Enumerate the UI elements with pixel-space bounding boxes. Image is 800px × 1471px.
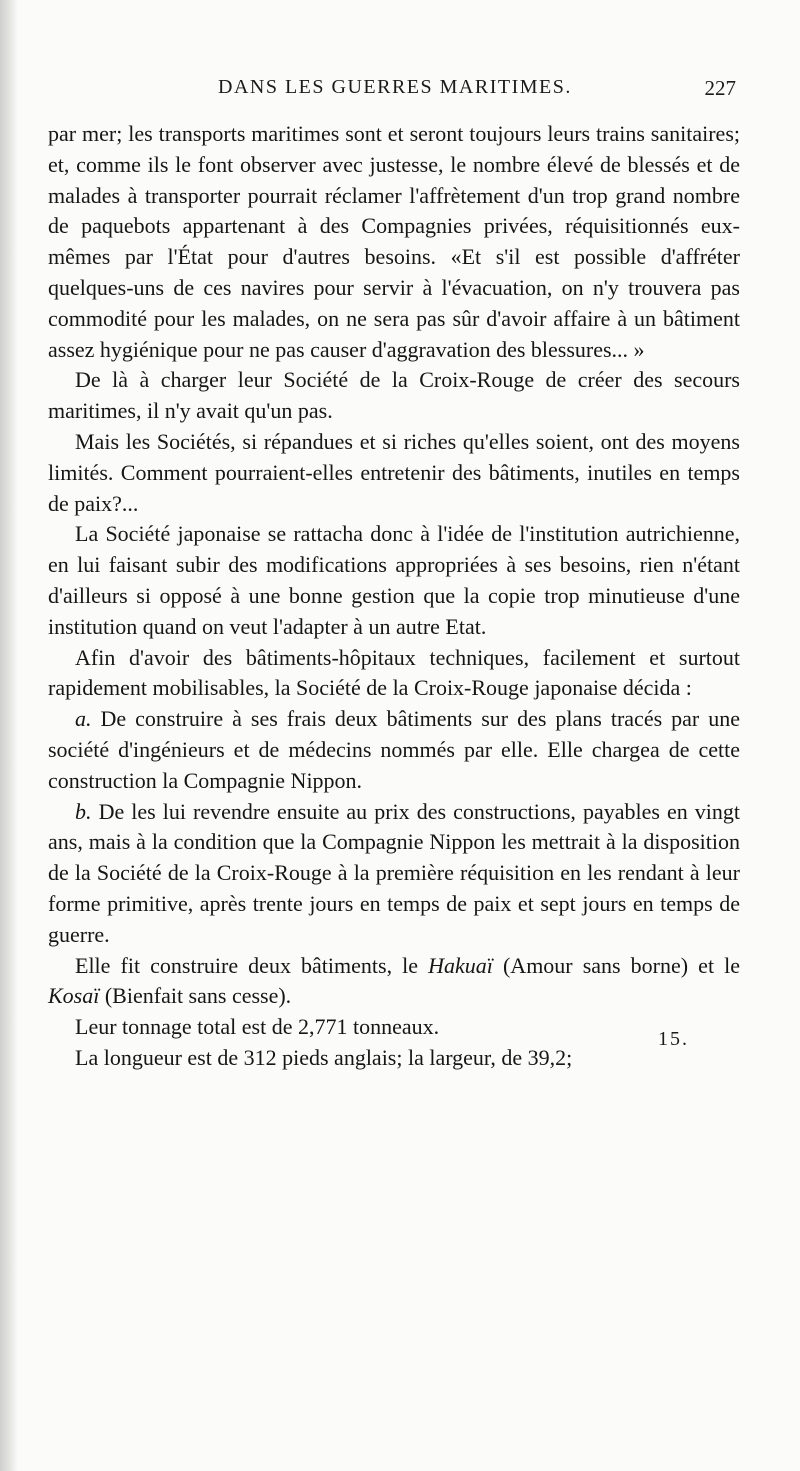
paragraph: Afin d'avoir des bâtiments-hôpitaux techniques, facilement et surtout rapidement mobilisables, la Société de la Croix-Rouge japonaise décida : bbox=[48, 644, 740, 701]
list-item-text: De les lui revendre ensuite au prix des constructions, payables en vingt ans, mais à la condition que la Compagnie Nippon les mettrait à la disposition de la Société de la Croix-Rouge à la première réquisition en les rendant à leur forme primitive, après trente jours en temps de paix et sept jours en temps de guerre. bbox=[48, 798, 740, 947]
page-number: 227 bbox=[704, 76, 736, 100]
list-marker-a: a. bbox=[75, 706, 92, 732]
ship-name: Kosaï bbox=[48, 983, 100, 1009]
running-title: DANS LES GUERRES MARITIMES. bbox=[218, 76, 572, 98]
text-run: Elle fit construire deux bâtiments, le bbox=[75, 952, 419, 978]
paragraph: Leur tonnage total est de 2,771 tonneaux. bbox=[75, 1014, 440, 1040]
ship-name: Hakuaï bbox=[428, 952, 493, 978]
text-run: (Amour sans borne) et le bbox=[502, 952, 741, 978]
text-run: (Bienfait sans cesse). bbox=[104, 983, 292, 1009]
list-item-b bbox=[48, 797, 740, 951]
list-item-text: De construire à ses frais deux bâtiments sur des plans tracés par une société d'ingénieurs et de médecins nommés par elle. Elle chargea de cette construction la Compagnie Nippon. bbox=[48, 706, 740, 793]
list-marker-b: b. bbox=[75, 798, 92, 824]
body-text bbox=[48, 119, 740, 1074]
paragraph: De là à charger leur Société de la Croix-Rouge de créer des secours maritimes, il n'y avait qu'un pas. bbox=[48, 367, 740, 424]
paragraph: La longueur est de 312 pieds anglais; la largeur, de 39,2; bbox=[75, 1044, 573, 1070]
signature-mark: 15. bbox=[658, 1028, 689, 1050]
page-header bbox=[58, 76, 740, 104]
paragraph: Mais les Sociétés, si répandues et si riches qu'elles soient, ont des moyens limités. Comment pourraient-elles entretenir des bâtiments, inutiles en temps de paix?... bbox=[48, 428, 740, 516]
paragraph: La Société japonaise se rattacha donc à l'idée de l'institution autrichienne, en lui faisant subir des modifications appropriées à ses besoins, rien n'étant d'ailleurs si opposé à une bonne gestion que la copie trop minutieuse d'une institution quand on veut l'adapter à un autre Etat. bbox=[48, 521, 740, 639]
paragraph-ships bbox=[48, 951, 740, 1013]
paragraph-continued: par mer; les transports maritimes sont et seront toujours leurs trains sanitaires; et, comme ils le font observer avec justesse, le nombre élevé de blessés et de malades à transporter pourrait réclamer l'affrètement d'un trop grand nombre de paquebots appartenant à des Compagnies privées, réquisitionnés eux-mêmes par l'État pour d'autres besoins. «Et s'il est possible d'affréter quelques-uns de ces navires pour servir à l'évacuation, on n'y trouvera pas commodité pour les malades, on ne sera pas sûr d'avoir affaire à un bâtiment assez hygiénique pour ne pas causer d'aggravation des blessures... » bbox=[48, 121, 740, 362]
list-item-a bbox=[48, 704, 740, 796]
page-gutter-shadow bbox=[0, 0, 18, 1471]
